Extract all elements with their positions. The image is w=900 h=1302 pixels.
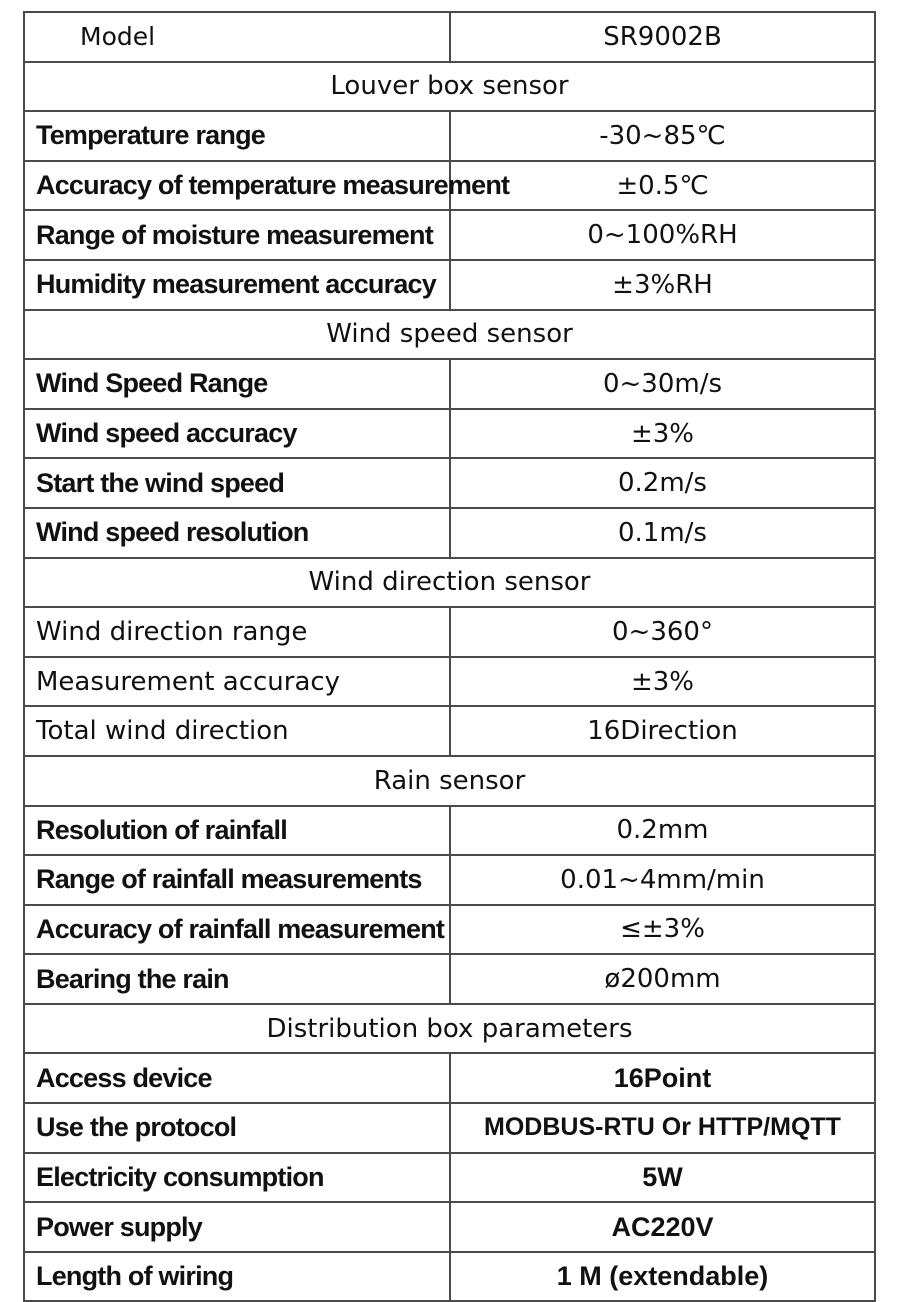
row-label: Length of wiring	[24, 1252, 450, 1302]
table-row	[24, 508, 875, 558]
row-value: 0~360°	[450, 607, 875, 657]
row-label: Electricity consumption	[24, 1153, 450, 1203]
row-value: 0.2mm	[450, 806, 875, 856]
row-label: Wind speed resolution	[24, 508, 450, 558]
row-value: ø200mm	[450, 954, 875, 1004]
section-title-wind-direction: Wind direction sensor	[24, 558, 875, 608]
row-value: ≤±3%	[450, 905, 875, 955]
row-label: Bearing the rain	[24, 954, 450, 1004]
row-label: Range of rainfall measurements	[24, 855, 450, 905]
table-row	[24, 359, 875, 409]
row-label: Power supply	[24, 1202, 450, 1252]
model-label: Model	[24, 12, 450, 62]
table-row	[24, 1202, 875, 1252]
model-value: SR9002B	[450, 12, 875, 62]
table-row	[24, 855, 875, 905]
table-row	[24, 260, 875, 310]
section-header	[24, 1004, 875, 1054]
row-value: 1 M (extendable)	[450, 1252, 875, 1302]
row-value: 16Point	[450, 1053, 875, 1103]
section-title-distribution-box: Distribution box parameters	[24, 1004, 875, 1054]
row-value: 0.01~4mm/min	[450, 855, 875, 905]
table-row	[24, 806, 875, 856]
section-header	[24, 756, 875, 806]
section-header	[24, 310, 875, 360]
model-row	[24, 12, 875, 62]
row-value: ±3%RH	[450, 260, 875, 310]
row-value: AC220V	[450, 1202, 875, 1252]
table-row	[24, 607, 875, 657]
row-label: Humidity measurement accuracy	[24, 260, 450, 310]
spec-table	[23, 11, 876, 1302]
row-label: Wind Speed Range	[24, 359, 450, 409]
row-label: Range of moisture measurement	[24, 210, 450, 260]
section-title-louver-box: Louver box sensor	[24, 62, 875, 112]
row-label: Wind speed accuracy	[24, 409, 450, 459]
row-value: 0~100%RH	[450, 210, 875, 260]
row-value: MODBUS-RTU Or HTTP/MQTT	[450, 1103, 875, 1153]
row-label: Resolution of rainfall	[24, 806, 450, 856]
table-row	[24, 657, 875, 707]
table-row	[24, 706, 875, 756]
row-value: 0~30m/s	[450, 359, 875, 409]
section-header	[24, 62, 875, 112]
table-row	[24, 905, 875, 955]
table-row	[24, 1053, 875, 1103]
row-label: Start the wind speed	[24, 458, 450, 508]
table-row	[24, 161, 875, 211]
row-label: Accuracy of temperature measurement	[24, 161, 450, 211]
row-value: 0.1m/s	[450, 508, 875, 558]
table-row	[24, 1153, 875, 1203]
row-label: Accuracy of rainfall measurement	[24, 905, 450, 955]
row-value: ±0.5℃	[450, 161, 875, 211]
row-label: Use the protocol	[24, 1103, 450, 1153]
table-row	[24, 1252, 875, 1302]
section-header	[24, 558, 875, 608]
table-row	[24, 954, 875, 1004]
table-row	[24, 1103, 875, 1153]
row-value: 0.2m/s	[450, 458, 875, 508]
table-row	[24, 111, 875, 161]
row-label: Access device	[24, 1053, 450, 1103]
row-label: Temperature range	[24, 111, 450, 161]
row-value: ±3%	[450, 657, 875, 707]
table-row	[24, 458, 875, 508]
section-title-wind-speed: Wind speed sensor	[24, 310, 875, 360]
row-value: 5W	[450, 1153, 875, 1203]
row-value: ±3%	[450, 409, 875, 459]
row-label: Total wind direction	[24, 706, 450, 756]
section-title-rain: Rain sensor	[24, 756, 875, 806]
table-row	[24, 409, 875, 459]
table-row	[24, 210, 875, 260]
row-value: 16Direction	[450, 706, 875, 756]
row-value: -30~85℃	[450, 111, 875, 161]
row-label: Measurement accuracy	[24, 657, 450, 707]
row-label: Wind direction range	[24, 607, 450, 657]
